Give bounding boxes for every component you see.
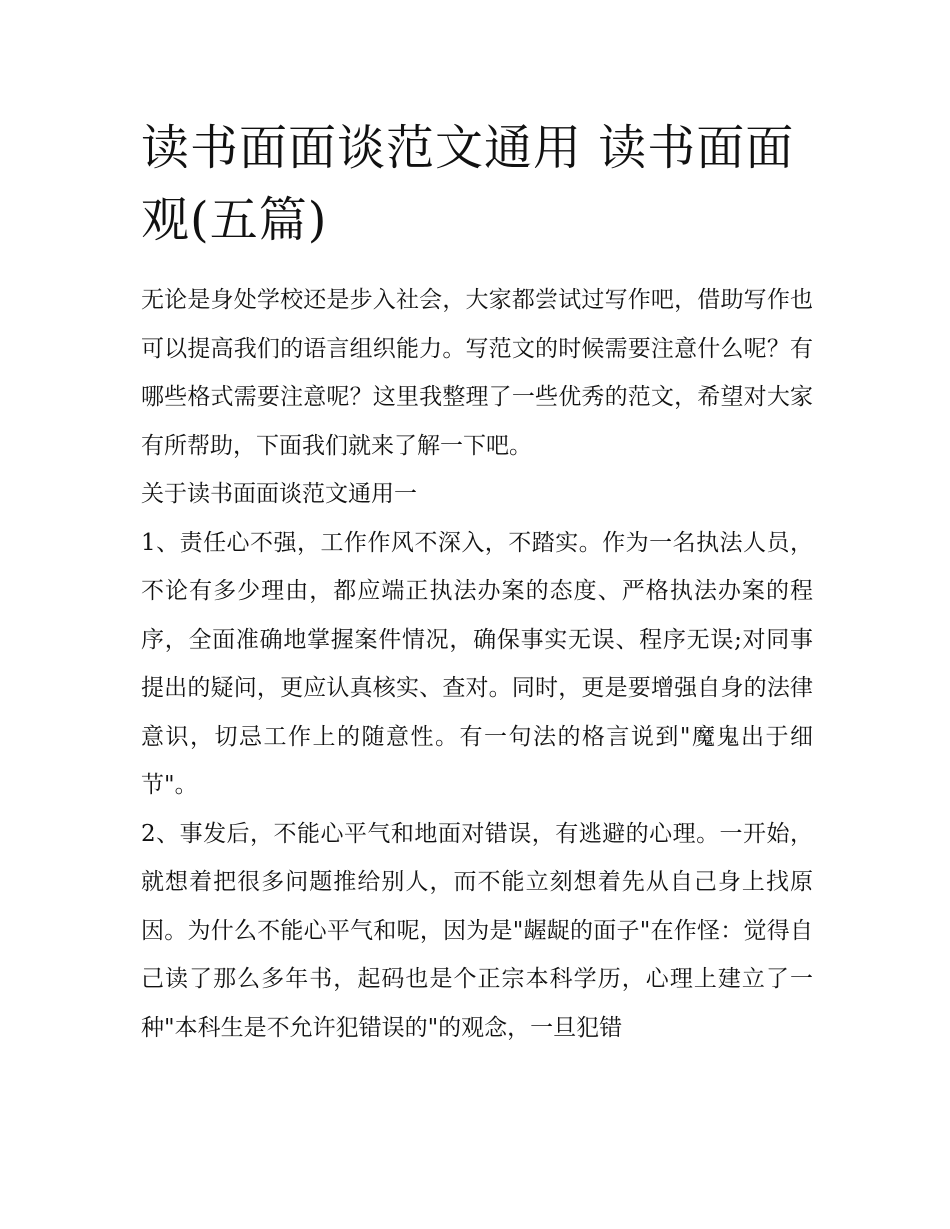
document-body — [141, 276, 813, 1052]
document-title: 读书面面谈范文通用 读书面面观(五篇) — [141, 120, 795, 248]
point-2-paragraph: 2、事发后，不能心平气和地面对错误，有逃避的心理。一开始，就想着把很多问题推给别人，而不能立刻想着先从自己身上找原因。为什么不能心平气和呢，因为是"龌龊的面子"在作怪：觉得自己读了那么多年书，起码也是个正宗本科学历，心理上建立了一种"本科生是不允许犯错误的"的观念，一旦犯错 — [141, 820, 813, 1041]
intro-paragraph: 无论是身处学校还是步入社会，大家都尝试过写作吧，借助写作也可以提高我们的语言组织能力。写范文的时候需要注意什么呢？有哪些格式需要注意呢？这里我整理了一些优秀的范文，希望对大家有所帮助，下面我们就来了解一下吧。 — [141, 287, 813, 459]
section-heading: 关于读书面面谈范文通用一 — [141, 481, 417, 507]
point-1-paragraph: 1、责任心不强，工作作风不深入，不踏实。作为一名执法人员，不论有多少理由，都应端正执法办案的态度、严格执法办案的程序，全面准确地掌握案件情况，确保事实无误、程序无误;对同事提出的疑问，更应认真核实、查对。同时，更是要增强自身的法律意识，切忌工作上的随意性。有一句法的格言说到"魔鬼出于细节"。 — [141, 529, 813, 798]
document-page — [141, 112, 813, 1052]
